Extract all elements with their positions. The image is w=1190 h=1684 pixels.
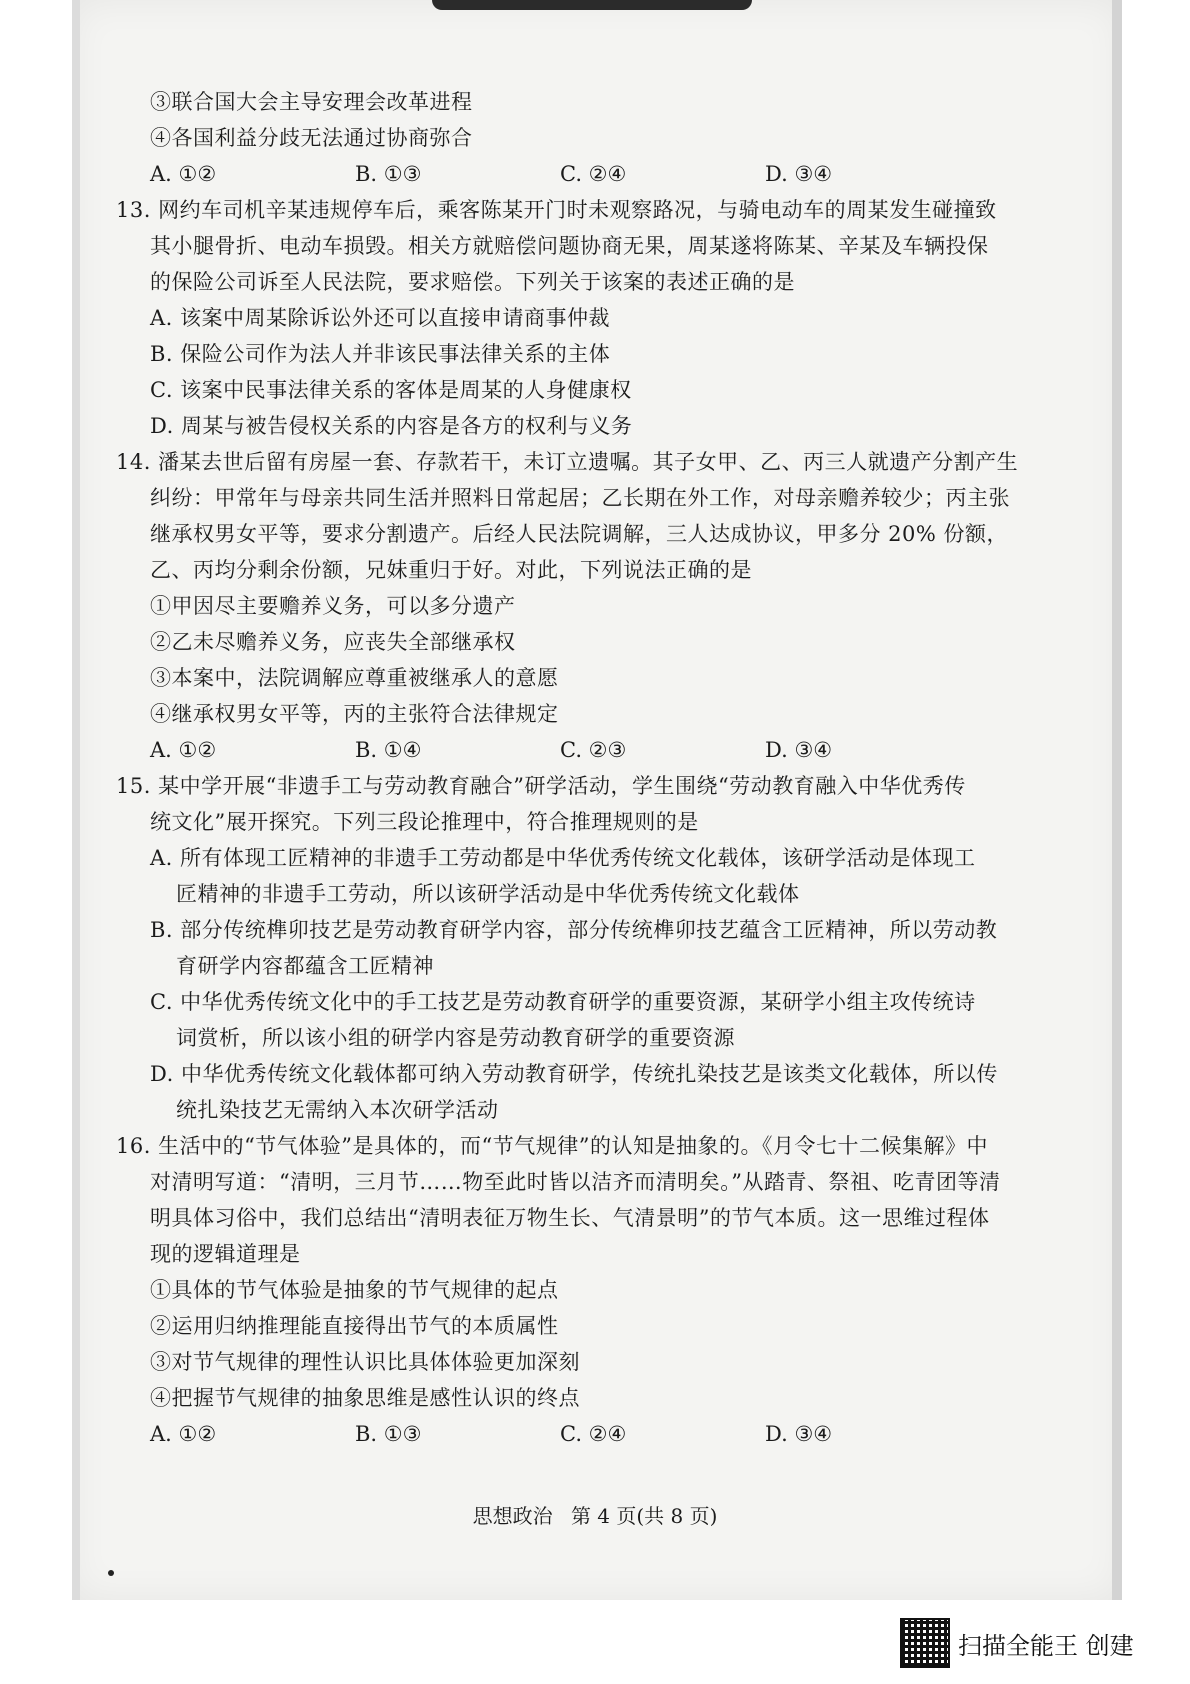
question-15-stem: 15. 某中学开展“非遗手工与劳动教育融合”研学活动，学生围绕“劳动教育融入中华优秀传: [116, 774, 966, 798]
option-line: A. 所有体现工匠精神的非遗手工劳动都是中华优秀传统文化载体，该研学活动是体现工: [150, 846, 976, 870]
question-16-stem: 明具体习俗中，我们总结出“清明表征万物生长、气清景明”的节气本质。这一思维过程体: [150, 1206, 990, 1230]
question-14-stem: 14. 潘某去世后留有房屋一套、存款若干，未订立遗嘱。其子女甲、乙、丙三人就遗产分割产生: [116, 450, 1019, 474]
statement-line: ④继承权男女平等，丙的主张符合法律规定: [150, 702, 559, 726]
choice-c: C. ②④: [560, 162, 627, 186]
option-line: B. 部分传统榫卯技艺是劳动教育研学内容，部分传统榫卯技艺蕴含工匠精神，所以劳动教: [150, 918, 998, 942]
question-14-stem: 继承权男女平等，要求分割遗产。后经人民法院调解，三人达成协议，甲多分 20% 份额，: [150, 522, 1009, 546]
scan-speck: [108, 1570, 114, 1576]
question-13-stem: 其小腿骨折、电动车损毁。相关方就赔偿问题协商无果，周某遂将陈某、辛某及车辆投保: [150, 234, 989, 258]
answer-choices: [150, 1420, 1050, 1448]
answer-choices: [150, 160, 1050, 188]
scanner-watermark: [900, 1618, 1160, 1668]
choice-c: C. ②③: [560, 738, 627, 762]
question-13-stem: 的保险公司诉至人民法院，要求赔偿。下列关于该案的表述正确的是: [150, 270, 795, 294]
option-line: D. 中华优秀传统文化载体都可纳入劳动教育研学，传统扎染技艺是该类文化载体，所以传: [150, 1062, 998, 1086]
statement-line: ③联合国大会主导安理会改革进程: [150, 90, 473, 114]
qr-code-icon: [900, 1618, 950, 1668]
statement-line: ③对节气规律的理性认识比具体体验更加深刻: [150, 1350, 580, 1374]
page-edge-left: [72, 0, 80, 1600]
choice-b: B. ①③: [355, 162, 422, 186]
choice-c: C. ②④: [560, 1422, 627, 1446]
option-line: 统扎染技艺无需纳入本次研学活动: [176, 1098, 499, 1122]
option-line: C. 该案中民事法律关系的客体是周某的人身健康权: [150, 378, 632, 402]
question-16-stem: 对清明写道：“清明，三月节……物至此时皆以洁齐而清明矣。”从踏青、祭祖、吃青团等清: [150, 1170, 1001, 1194]
watermark-text: 扫描全能王 创建: [958, 1631, 1134, 1660]
choice-d: D. ③④: [765, 738, 833, 762]
answer-choices: [150, 736, 1050, 764]
subject-name: 思想政治: [472, 1504, 553, 1528]
statement-line: ②运用归纳推理能直接得出节气的本质属性: [150, 1314, 559, 1338]
choice-d: D. ③④: [765, 1422, 833, 1446]
statement-line: ②乙未尽赡养义务，应丧失全部继承权: [150, 630, 516, 654]
question-15-stem: 统文化”展开探究。下列三段论推理中，符合推理规则的是: [150, 810, 699, 834]
choice-a: A. ①②: [150, 1422, 217, 1446]
option-line: A. 该案中周某除诉讼外还可以直接申请商事仲裁: [150, 306, 611, 330]
question-13-stem: 13. 网约车司机辛某违规停车后，乘客陈某开门时未观察路况，与骑电动车的周某发生碰撞致: [116, 198, 997, 222]
option-line: B. 保险公司作为法人并非该民事法律关系的主体: [150, 342, 611, 366]
choice-b: B. ①③: [355, 1422, 422, 1446]
option-line: 育研学内容都蕴含工匠精神: [176, 954, 434, 978]
choice-a: A. ①②: [150, 162, 217, 186]
choice-b: B. ①④: [355, 738, 422, 762]
question-16-stem: 16. 生活中的“节气体验”是具体的，而“节气规律”的认知是抽象的。《月令七十二候集解》中: [116, 1134, 989, 1158]
page-number: 第 4 页(共 8 页): [570, 1504, 718, 1528]
question-14-stem: 纠纷：甲常年与母亲共同生活并照料日常起居；乙长期在外工作，对母亲赡养较少；丙主张: [150, 486, 1010, 510]
option-line: C. 中华优秀传统文化中的手工技艺是劳动教育研学的重要资源，某研学小组主攻传统诗: [150, 990, 976, 1014]
question-16-stem: 现的逻辑道理是: [150, 1242, 301, 1266]
page-edge-right: [1112, 0, 1122, 1600]
option-line: 词赏析，所以该小组的研学内容是劳动教育研学的重要资源: [176, 1026, 735, 1050]
question-14-stem: 乙、丙均分剩余份额，兄妹重归于好。对此，下列说法正确的是: [150, 558, 752, 582]
statement-line: ④各国利益分歧无法通过协商弥合: [150, 126, 473, 150]
statement-line: ①甲因尽主要赡养义务，可以多分遗产: [150, 594, 516, 618]
page-footer: [0, 1500, 1190, 1529]
statement-line: ④把握节气规律的抽象思维是感性认识的终点: [150, 1386, 580, 1410]
statement-line: ①具体的节气体验是抽象的节气规律的起点: [150, 1278, 559, 1302]
scan-shadow-top: [432, 0, 752, 10]
option-line: 匠精神的非遗手工劳动，所以该研学活动是中华优秀传统文化载体: [176, 882, 800, 906]
statement-line: ③本案中，法院调解应尊重被继承人的意愿: [150, 666, 559, 690]
option-line: D. 周某与被告侵权关系的内容是各方的权利与义务: [150, 414, 633, 438]
choice-d: D. ③④: [765, 162, 833, 186]
choice-a: A. ①②: [150, 738, 217, 762]
